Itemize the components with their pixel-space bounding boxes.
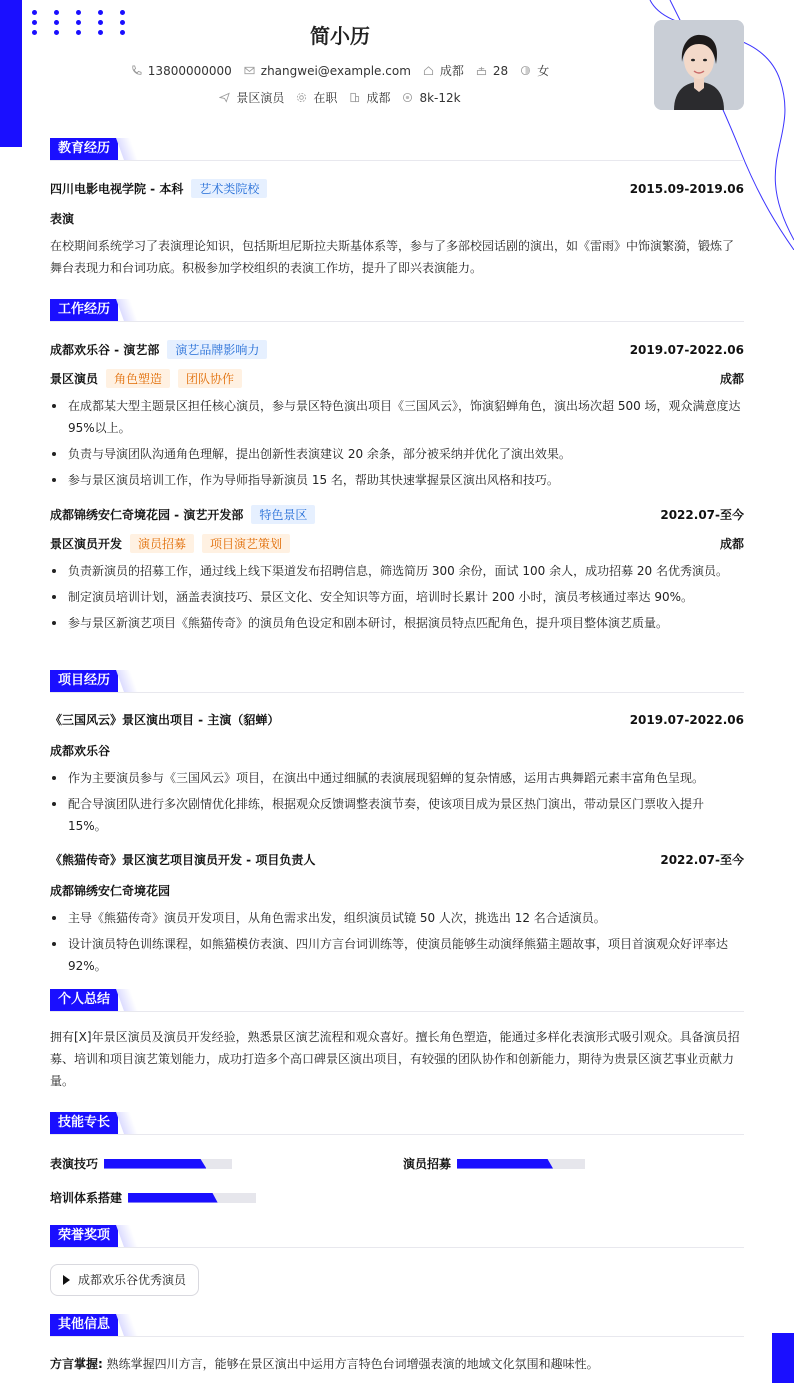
section-title-tail	[116, 1112, 138, 1134]
section-header	[50, 670, 744, 693]
project-item	[50, 851, 744, 977]
send-icon	[219, 92, 230, 103]
gender-item	[520, 62, 549, 79]
school-tag: 艺术类院校	[191, 179, 267, 198]
section-title: 个人总结	[50, 989, 118, 1011]
section-title-tail	[116, 1314, 138, 1336]
coin-icon	[402, 92, 413, 103]
work-date: 2019.07-2022.06	[629, 342, 744, 357]
list-item: 参与景区演员培训工作，作为导师指导新演员 15 名，帮助其快速掌握景区演出风格和技巧。	[50, 469, 744, 491]
age-text: 28	[492, 63, 509, 78]
project-org: 成都锦绣安仁奇境花园	[50, 884, 171, 898]
list-item: 主导《熊猫传奇》演员开发项目，从角色需求出发，组织演员试镜 50 人次，挑选出 12 名合适演员。	[50, 907, 744, 929]
award-item	[50, 1264, 199, 1296]
dot	[32, 10, 37, 15]
other-text: 熟练掌握四川方言，能够在景区演出中运用方言特色台词增强表演的地域文化氛围和趣味性。	[106, 1357, 599, 1371]
role-line	[50, 534, 290, 553]
list-item: 在成都某大型主题景区担任核心演员，参与景区特色演出项目《三国风云》，饰演貂蝉角色，演出场次超 500 场，观众满意度达 95%以上。	[50, 395, 744, 439]
project-bullets	[50, 767, 744, 837]
project-bullets	[50, 907, 744, 977]
skill-bar	[128, 1193, 256, 1203]
projects-section	[50, 670, 744, 977]
company-name: 成都欢乐谷 - 演艺部	[50, 343, 160, 357]
education-date: 2015.09-2019.06	[629, 181, 744, 196]
job-row	[0, 89, 680, 106]
email-text: zhangwei@example.com	[260, 63, 411, 78]
cake-icon	[476, 65, 487, 76]
work-section	[50, 299, 744, 634]
mail-icon	[244, 65, 255, 76]
email-item	[244, 64, 411, 78]
list-item: 配合导演团队进行多次剧情优化排练，根据观众反馈调整表演节奏，使该项目成为景区热门演出，带动景区门票收入提升 15%。	[50, 793, 744, 837]
work-location: 成都	[719, 372, 744, 386]
role-line	[50, 369, 242, 388]
summary-text: 拥有[X]年景区演员及演员开发经验，熟悉景区演艺流程和观众喜好。擅长角色塑造，能通过多样化表演形式吸引观众。具备演员招募、培训和项目演艺策划能力，成功打造多个高口碑景区演出项目，有较强的团队协作和创新能力，期待为贵景区演艺事业贡献力量。	[50, 1030, 740, 1088]
work-location: 成都	[719, 537, 744, 551]
section-title: 项目经历	[50, 670, 118, 692]
skill-name: 演员招募	[403, 1157, 452, 1171]
skills-section	[50, 1112, 744, 1135]
section-title-tail	[116, 299, 138, 321]
home-icon	[423, 65, 434, 76]
skill-item	[403, 1155, 585, 1172]
company-line	[50, 340, 267, 359]
status-item	[296, 89, 337, 106]
skill-item	[50, 1189, 256, 1206]
skill-bar-fill	[104, 1159, 206, 1169]
project-name: 《熊猫传奇》景区演艺项目演员开发 - 项目负责人	[50, 853, 316, 867]
list-item: 负责新演员的招募工作，通过线上线下渠道发布招聘信息，筛选简历 300 余份，面试 100 余人，成功招募 20 名优秀演员。	[50, 560, 744, 582]
work-bullets	[50, 560, 744, 634]
project-date: 2019.07-2022.06	[629, 712, 744, 727]
phone-icon	[131, 65, 142, 76]
work-item	[50, 340, 744, 491]
role-name: 景区演员	[50, 372, 99, 386]
list-item: 作为主要演员参与《三国风云》项目，在演出中通过细腻的表演展现貂蝉的复杂情感，运用古典舞蹈元素丰富角色呈现。	[50, 767, 744, 789]
section-header	[50, 1314, 744, 1337]
skill-bar	[104, 1159, 232, 1169]
section-title: 工作经历	[50, 299, 118, 321]
gender-text: 女	[537, 64, 550, 78]
gender-icon	[520, 65, 531, 76]
work-item	[50, 505, 744, 634]
section-header	[50, 138, 744, 161]
section-title-tail	[116, 989, 138, 1011]
skill-tag: 团队协作	[178, 369, 242, 388]
skill-bar-fill	[457, 1159, 553, 1169]
skill-item	[50, 1155, 232, 1172]
section-header	[50, 299, 744, 322]
company-tag: 演艺品牌影响力	[167, 340, 267, 359]
company-tag: 特色景区	[251, 505, 315, 524]
dot	[120, 10, 125, 15]
dot	[76, 10, 81, 15]
target-city-item	[349, 89, 390, 106]
skill-bar-fill	[128, 1193, 218, 1203]
city-text: 成都	[439, 64, 464, 78]
other-line	[50, 1353, 744, 1375]
school-name: 四川电影电视学院 - 本科	[50, 182, 184, 196]
section-header	[50, 1225, 744, 1248]
education-header-row	[50, 179, 744, 198]
section-title-tail	[116, 670, 138, 692]
dot	[54, 10, 59, 15]
role-row	[50, 534, 744, 553]
avatar	[654, 20, 744, 110]
gear-icon	[296, 92, 307, 103]
work-header-row	[50, 505, 744, 524]
skill-bar	[457, 1159, 585, 1169]
age-item	[476, 64, 508, 78]
list-item: 负责与导演团队沟通角色理解，提出创新性表演建议 20 余条，部分被采纳并优化了演出效果。	[50, 443, 744, 465]
candidate-name: 简小历	[310, 24, 370, 48]
work-header-row	[50, 340, 744, 359]
section-header	[50, 989, 744, 1012]
section-title: 荣誉奖项	[50, 1225, 118, 1247]
summary-section	[50, 989, 744, 1092]
section-title: 其他信息	[50, 1314, 118, 1336]
work-bullets	[50, 395, 744, 491]
section-title: 技能专长	[50, 1112, 118, 1134]
skill-tag: 项目演艺策划	[202, 534, 290, 553]
education-section	[50, 138, 744, 279]
dot	[98, 10, 103, 15]
phone-item	[131, 64, 232, 78]
city-item	[423, 62, 464, 79]
section-title-tail	[116, 138, 138, 160]
education-desc: 在校期间系统学习了表演理论知识，包括斯坦尼斯拉夫斯基体系等，参与了多部校园话剧的演出，如《雷雨》中饰演繁漪，锻炼了舞台表现力和台词功底。积极参加学校组织的表演工作坊，提升了即兴表演能力。	[50, 239, 735, 275]
job-title-text: 景区演员	[236, 91, 285, 105]
company-name: 成都锦绣安仁奇境花园 - 演艺开发部	[50, 508, 244, 522]
awards-section	[50, 1225, 744, 1248]
phone-text: 13800000000	[147, 63, 232, 78]
role-row	[50, 369, 744, 388]
job-title-item	[219, 89, 284, 106]
project-date: 2022.07-至今	[660, 853, 744, 867]
triangle-icon	[63, 1275, 70, 1285]
status-text: 在职	[313, 91, 338, 105]
list-item: 制定演员培训计划，涵盖表演技巧、景区文化、安全知识等方面，培训时长累计 200 小时，演员考核通过率达 90%。	[50, 586, 744, 608]
skill-tag: 角色塑造	[106, 369, 170, 388]
project-name: 《三国风云》景区演出项目 - 主演（貂蝉）	[50, 713, 280, 727]
project-item	[50, 711, 744, 837]
section-header	[50, 1112, 744, 1135]
other-label: 方言掌握:	[50, 1357, 103, 1371]
list-item: 参与景区新演艺项目《熊猫传奇》的演员角色设定和剧本研讨，根据演员特点匹配角色，提升项目整体演艺质量。	[50, 612, 744, 634]
major: 表演	[50, 212, 75, 226]
list-item: 设计演员特色训练课程，如熊猫模仿表演、四川方言台词训练等，使演员能够生动演绎熊猫主题故事，项目首演观众好评率达 92%。	[50, 933, 744, 977]
section-title: 教育经历	[50, 138, 118, 160]
award-name: 成都欢乐谷优秀演员	[78, 1273, 187, 1287]
role-name: 景区演员开发	[50, 537, 123, 551]
school-line	[50, 179, 267, 198]
section-title-tail	[116, 1225, 138, 1247]
work-date: 2022.07-至今	[660, 508, 744, 522]
skill-tag: 演员招募	[130, 534, 194, 553]
company-line	[50, 505, 315, 524]
skill-name: 表演技巧	[50, 1157, 99, 1171]
target-city-text: 成都	[366, 91, 391, 105]
building-icon	[349, 92, 360, 103]
other-section	[50, 1314, 744, 1375]
corner-accent-bar	[772, 1333, 794, 1383]
project-org: 成都欢乐谷	[50, 744, 111, 758]
skill-name: 培训体系搭建	[50, 1191, 123, 1205]
contact-row	[0, 62, 680, 79]
salary-item	[402, 91, 460, 105]
salary-text: 8k-12k	[419, 90, 461, 105]
project-header-row	[50, 711, 744, 728]
project-header-row	[50, 851, 744, 868]
